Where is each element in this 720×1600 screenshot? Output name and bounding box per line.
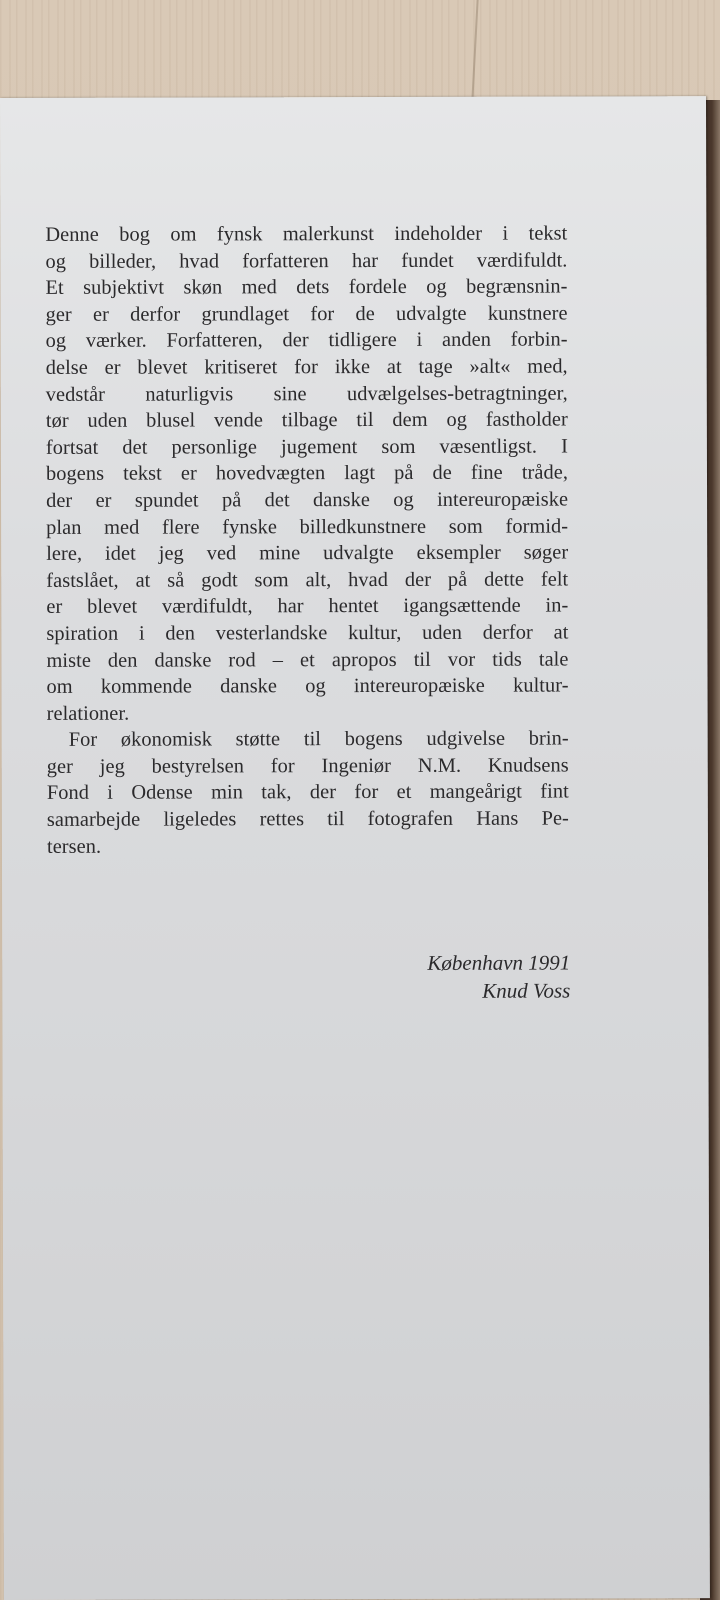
table-board-seam	[471, 0, 478, 100]
signature-block	[427, 949, 570, 1005]
text-line: og værker. Forfatteren, der tidligere i anden forbin-	[45, 328, 568, 353]
place-and-year: København 1991	[427, 950, 571, 975]
author-name: Knud Voss	[482, 978, 571, 1003]
text-line: For økonomisk støtte til bogens udgivelse brin-	[68, 727, 569, 752]
text-line: er blevet værdifuldt, har hentet igangsættende in-	[46, 594, 569, 619]
text-line: ger jeg bestyrelsen for Ingeniør N.M. Knudsens	[46, 754, 569, 778]
text-line: tør uden blusel vende tilbage til dem og fastholder	[45, 408, 568, 433]
text-line: Et subjektivt skøn med dets fordele og begrænsnin-	[45, 275, 568, 300]
text-line: Denne bog om fynsk malerkunst indeholder i tekst	[45, 222, 568, 246]
text-line: om kommende danske og intereuropæiske kultur-	[46, 674, 569, 698]
text-line: og billeder, hvad forfatteren har fundet værdifuldt.	[45, 249, 568, 273]
text-line: plan med flere fynske billedkunstnere som formid-	[46, 515, 569, 539]
text-line: der er spundet på det danske og intereuropæiske	[46, 488, 569, 512]
preface-text	[45, 221, 569, 861]
text-line: delse er blevet kritiseret for ikke at tage »alt« med,	[45, 355, 568, 379]
text-line: samarbejde ligeledes rettes til fotografen Hans Pe-	[46, 807, 569, 831]
text-line: miste den danske rod – et apropos til vor tids tale	[46, 648, 569, 672]
text-line: relationer.	[46, 702, 130, 725]
text-line: fortsat det personlige jugement som væsentligst. I	[45, 435, 568, 459]
text-line: spiration i den vesterlandske kultur, uden derfor at	[46, 621, 569, 645]
text-line: tersen.	[46, 835, 102, 858]
text-line: Fond i Odense min tak, der for et mangeårigt fint	[46, 780, 569, 805]
text-line: bogens tekst er hovedvægten lagt på de fine tråde,	[45, 461, 569, 486]
text-line: ger er derfor grundlaget for de udvalgte kunstnere	[45, 302, 568, 326]
text-line: lere, idet jeg ved mine udvalgte eksempler søger	[46, 541, 569, 566]
text-line: fastslået, at så godt som alt, hvad der på dette felt	[46, 568, 569, 592]
text-line: vedstår naturligvis sine udvælgelses-betragtninger,	[45, 382, 568, 406]
book-page	[0, 96, 710, 1600]
